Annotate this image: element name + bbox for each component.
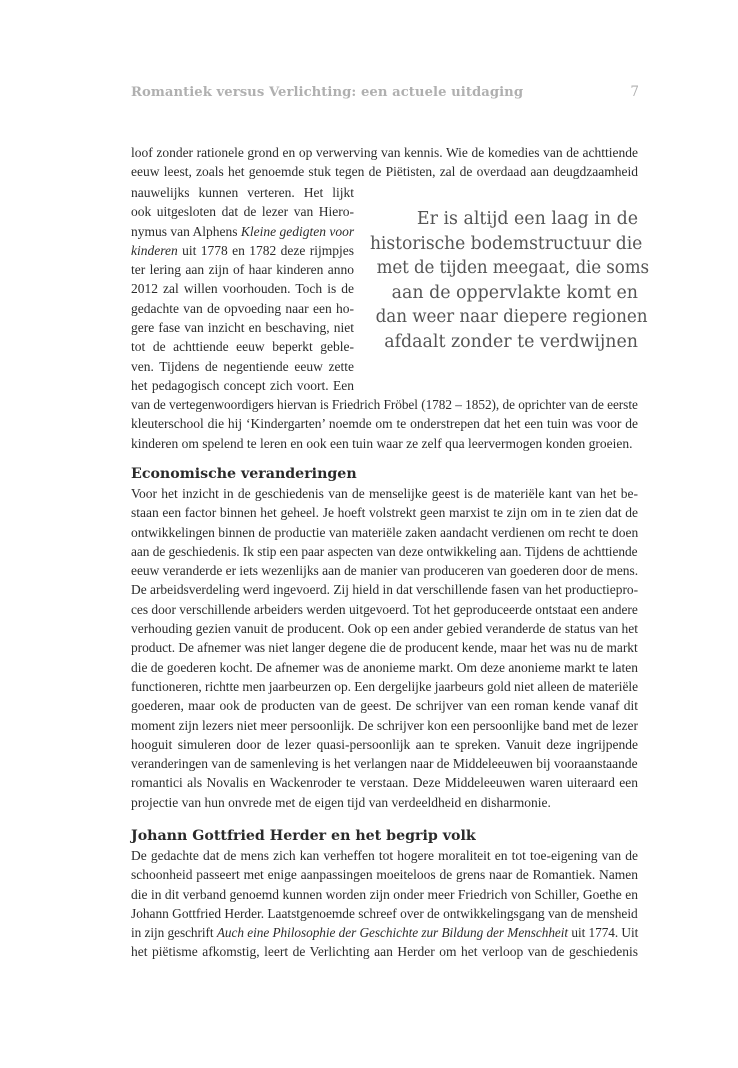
text-run: uit 1778 en 1782 deze rijmpjes bbox=[177, 242, 354, 258]
text-line: het piëtisme afkomstig, leert de Verlichting aan Herder om het verloop van de geschiedenis bbox=[131, 944, 638, 960]
text-line: tot de achttiende eeuw beperkt geble- bbox=[131, 339, 354, 355]
page-number: 7 bbox=[630, 84, 639, 100]
text-run: uit 1774. Uit bbox=[568, 925, 639, 941]
pull-quote-line: met de tijden meegaat, die soms bbox=[376, 258, 649, 279]
section2-body bbox=[131, 846, 638, 962]
text-line: goederen, maar ook de producten van de geest. De schrijver van een roman kende vanaf dit bbox=[131, 698, 638, 714]
text-line: nauwelijks kunnen verteren. Het lijkt bbox=[131, 185, 354, 200]
text-line: kleuterschool die hij ‘Kindergarten’ noemde om te onderstrepen dat het een tuin was voor de bbox=[131, 416, 638, 432]
text-line: veranderingen van de samenleving is het verlangen naar de Middeleeuwen bij vooraanstaande bbox=[131, 756, 638, 772]
text-line bbox=[131, 923, 639, 942]
text-line: product. De afnemer was niet langer degene die de producent kende, maar het was nu de markt bbox=[131, 640, 638, 656]
text-line: ontwikkelingen binnen de productie van materiële zaken aandacht verdienen om recht te doen bbox=[131, 524, 639, 540]
intro-bottom-lines bbox=[131, 395, 638, 453]
text-line: 2012 zal willen voorhouden. Toch is de bbox=[131, 281, 354, 297]
section-economische-veranderingen bbox=[131, 465, 638, 484]
text-line: ven. Tijdens de negentiende eeuw zette bbox=[131, 358, 354, 374]
text-line: De arbeidsverdeling werd ingevoerd. Zij hield in dat verschillende fasen van het productiepro- bbox=[131, 582, 639, 598]
text-line: die de goederen kocht. De afnemer was de anonieme markt. Om deze anonieme markt te laten bbox=[131, 659, 638, 675]
text-line: hooguit simuleren door de lezer quasi-persoonlijk aan te spreken. Vanuit deze ingrijpende bbox=[131, 736, 638, 752]
running-title: Romantiek versus Verlichting: een actuele uitdaging bbox=[131, 85, 524, 100]
intro-top-lines bbox=[131, 143, 638, 182]
pull-quote-line: afdaalt zonder te verdwijnen bbox=[384, 331, 638, 352]
text-line: het pedagogisch concept zich voort. Een bbox=[131, 377, 354, 393]
text-line: functioneren, richtte men jaarbeurzen op. Een dergelijke jaarbeurs gold niet alleen de materiële bbox=[131, 678, 639, 694]
text-line: die in dit verband genoemd kunnen worden zijn onder meer Friedrich von Schiller, Goethe en bbox=[131, 886, 638, 902]
text-line: eeuw veranderde er iets wezenlijks aan de manier van produceren van goederen door de mens. bbox=[131, 563, 639, 579]
text-line: De gedachte dat de mens zich kan verheffen tot hogere moraliteit en tot toe-eigening van de bbox=[131, 848, 638, 863]
pull-quote bbox=[366, 207, 649, 355]
section1-body bbox=[131, 484, 638, 812]
text-line: aan de geschiedenis. Ik stip een paar aspecten van deze ontwikkeling aan. Tijdens de achttiende bbox=[131, 543, 638, 559]
book-title-italic: Kleine gedigten voor bbox=[240, 223, 355, 239]
pull-quote-line: dan weer naar diepere regionen bbox=[375, 307, 648, 328]
book-title-italic: kinderen bbox=[131, 242, 178, 258]
running-head bbox=[131, 84, 639, 100]
text-line: verhouding gezien vanuit de producent. Ook op een ander gebied veranderde de status van het bbox=[131, 621, 638, 637]
text-line: moment zijn lezers niet meer persoonlijk. De schrijver kon een persoonlijke band met de lezer bbox=[131, 717, 638, 733]
text-line: Johann Gottfried Herder. Laatstgenoemde schreef over de ontwikkelingsgang van de mensheid bbox=[131, 905, 638, 921]
pull-quote-line: aan de oppervlakte komt en bbox=[391, 282, 638, 303]
text-line: Voor het inzicht in de geschiedenis van de menselijke geest is de materiële kant van het be- bbox=[131, 486, 638, 501]
text-line: schoonheid passeert met enige aanpassingen moeiteloos de grens naar de Romantiek. Namen bbox=[131, 867, 638, 883]
section-heading: Economische veranderingen bbox=[131, 466, 357, 482]
text-line: loof zonder rationele grond en op verwerving van kennis. Wie de komedies van de achttiende bbox=[131, 145, 638, 160]
text-line: gere fase van inzicht en beschaving, niet bbox=[131, 320, 354, 336]
text-run: nymus van Alphens bbox=[131, 223, 241, 239]
text-line: ook uitgesloten dat de lezer van Hiero- bbox=[131, 204, 354, 220]
pull-quote-line: historische bodemstructuur die bbox=[369, 233, 643, 254]
text-line: kinderen om spelend te leren en ook een tuin waar ze zelf qua leervermogen konden groeien. bbox=[131, 435, 633, 451]
text-line: ter lering aan zijn of haar kinderen anno bbox=[131, 262, 354, 278]
text-run: in zijn geschrift bbox=[131, 925, 217, 941]
book-title-italic: Auch eine Philosophie der Geschichte zur Bildung der Menschheit bbox=[216, 925, 569, 941]
pull-quote-line: Er is altijd een laag in de bbox=[416, 209, 638, 229]
text-line: ces door verschillende arbeiders werden uitgevoerd. Tot het geproduceerde ontstaat een andere bbox=[131, 601, 638, 617]
text-line: staan een factor binnen het geheel. Je hoeft volstrekt geen marxist te zijn om in te zien dat de bbox=[131, 505, 638, 521]
text-line: gedachte van de opvoeding naar een ho- bbox=[131, 300, 354, 316]
text-line: romantici als Novalis en Wackenroder te verstaan. Deze Middeleeuwen waren uiteraard een bbox=[131, 775, 638, 791]
section-herder bbox=[131, 827, 638, 846]
intro-narrow-column bbox=[131, 183, 354, 395]
text-line bbox=[131, 241, 354, 260]
text-line: projectie van hun onvrede met de eigen tijd van verdeeldheid en disharmonie. bbox=[131, 794, 551, 810]
section-heading: Johann Gottfried Herder en het begrip volk bbox=[131, 828, 476, 844]
text-line bbox=[131, 222, 354, 241]
text-line: van de vertegenwoordigers hiervan is Friedrich Fröbel (1782 – 1852), de oprichter van de eerste bbox=[131, 397, 638, 412]
text-line: eeuw leest, zoals het genoemde stuk tegen de Piëtisten, zal de overdaad aan deugdzaamheid bbox=[131, 164, 638, 180]
